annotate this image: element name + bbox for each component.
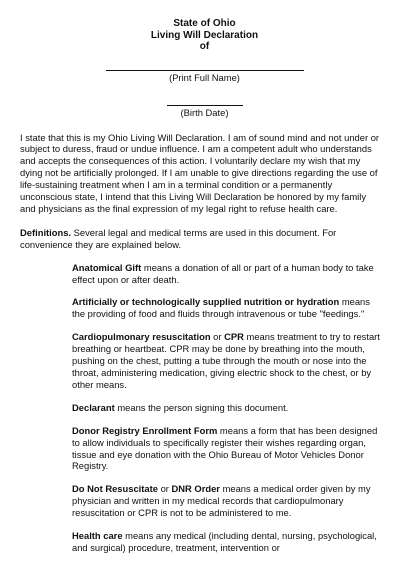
term-definition: means any medical (including dental, nursing, psychological, and surgical) procedure, treatment, intervention or	[72, 530, 377, 553]
term-label: Donor Registry Enrollment Form	[72, 424, 218, 436]
term-health-care	[72, 530, 383, 554]
term-definition: means a donation of all or part of a human body to take effect upon or after death.	[72, 261, 374, 285]
term-donor-registry	[72, 425, 383, 473]
header-of: of	[199, 41, 210, 52]
definitions-paragraph	[20, 227, 383, 251]
birth-date-caption: (Birth Date)	[180, 107, 229, 118]
term-definition: means the providing of food and fluids through intravenous or tube "feedings."	[72, 296, 370, 320]
term-dnr	[72, 483, 383, 519]
term-label: Do Not Resuscitate	[72, 483, 158, 495]
term-anatomical-gift	[72, 262, 383, 286]
term-connector: or	[210, 331, 225, 343]
header-state: State of Ohio	[173, 18, 236, 29]
term-label: Cardiopulmonary resuscitation	[72, 331, 211, 343]
document-header	[26, 18, 383, 53]
term-connector: or	[157, 483, 172, 495]
term-label: Artificially or technologically supplied nutrition or hydration	[72, 296, 340, 308]
term-cpr	[72, 331, 383, 391]
term-definition: means treatment to try to restart breathing or heartbeat. CPR may be done by breathing into the mouth, pushing on the chest, putting a tube through the mouth or nose into the throat, administering medication, giving electric shock to the chest, or by other means.	[72, 331, 380, 390]
term-declarant	[72, 402, 383, 414]
term-definition: means the person signing this document.	[114, 401, 289, 413]
signature-block	[26, 70, 383, 119]
birth-date-line	[167, 105, 243, 106]
term-definition: means a medical order given by my physician and written in my medical records that cardiopulmonary resuscitation or CPR is not to be administered to me.	[72, 483, 371, 519]
header-title: Living Will Declaration	[150, 29, 259, 41]
term-label: Declarant	[72, 401, 115, 413]
intro-paragraph: I state that this is my Ohio Living Will Declaration. I am of sound mind and not under or subject to duress, fraud or undue influence. I am a competent adult who understands and accepts the consequences of this action. I voluntarily declare my wish that my dying not be artificially prolonged. If I am unable to give directions regarding the use of life-sustaining treatment when I am in a terminal condition or a permanently unconscious state, I intend that this Living Will Declaration be honored by my family and physicians as the final expression of my legal right to refuse health care.	[20, 131, 380, 214]
term-artificial-nutrition	[72, 296, 383, 320]
name-caption: (Print Full Name)	[169, 71, 240, 83]
name-signature-line	[106, 70, 304, 71]
term-label-alt: DNR Order	[171, 483, 220, 495]
definitions-text: Several legal and medical terms are used in this document. For convenience they are explained below.	[20, 226, 337, 250]
definitions-label: Definitions.	[20, 226, 72, 238]
term-label: Health care	[72, 530, 123, 542]
term-definition: means a form that has been designed to allow individuals to specifically register their wishes regarding organ, tissue and eye donation with the Ohio Bureau of Motor Vehicles Donor Registry.	[72, 424, 378, 472]
term-label-alt: CPR	[224, 331, 244, 343]
term-label: Anatomical Gift	[72, 261, 142, 273]
